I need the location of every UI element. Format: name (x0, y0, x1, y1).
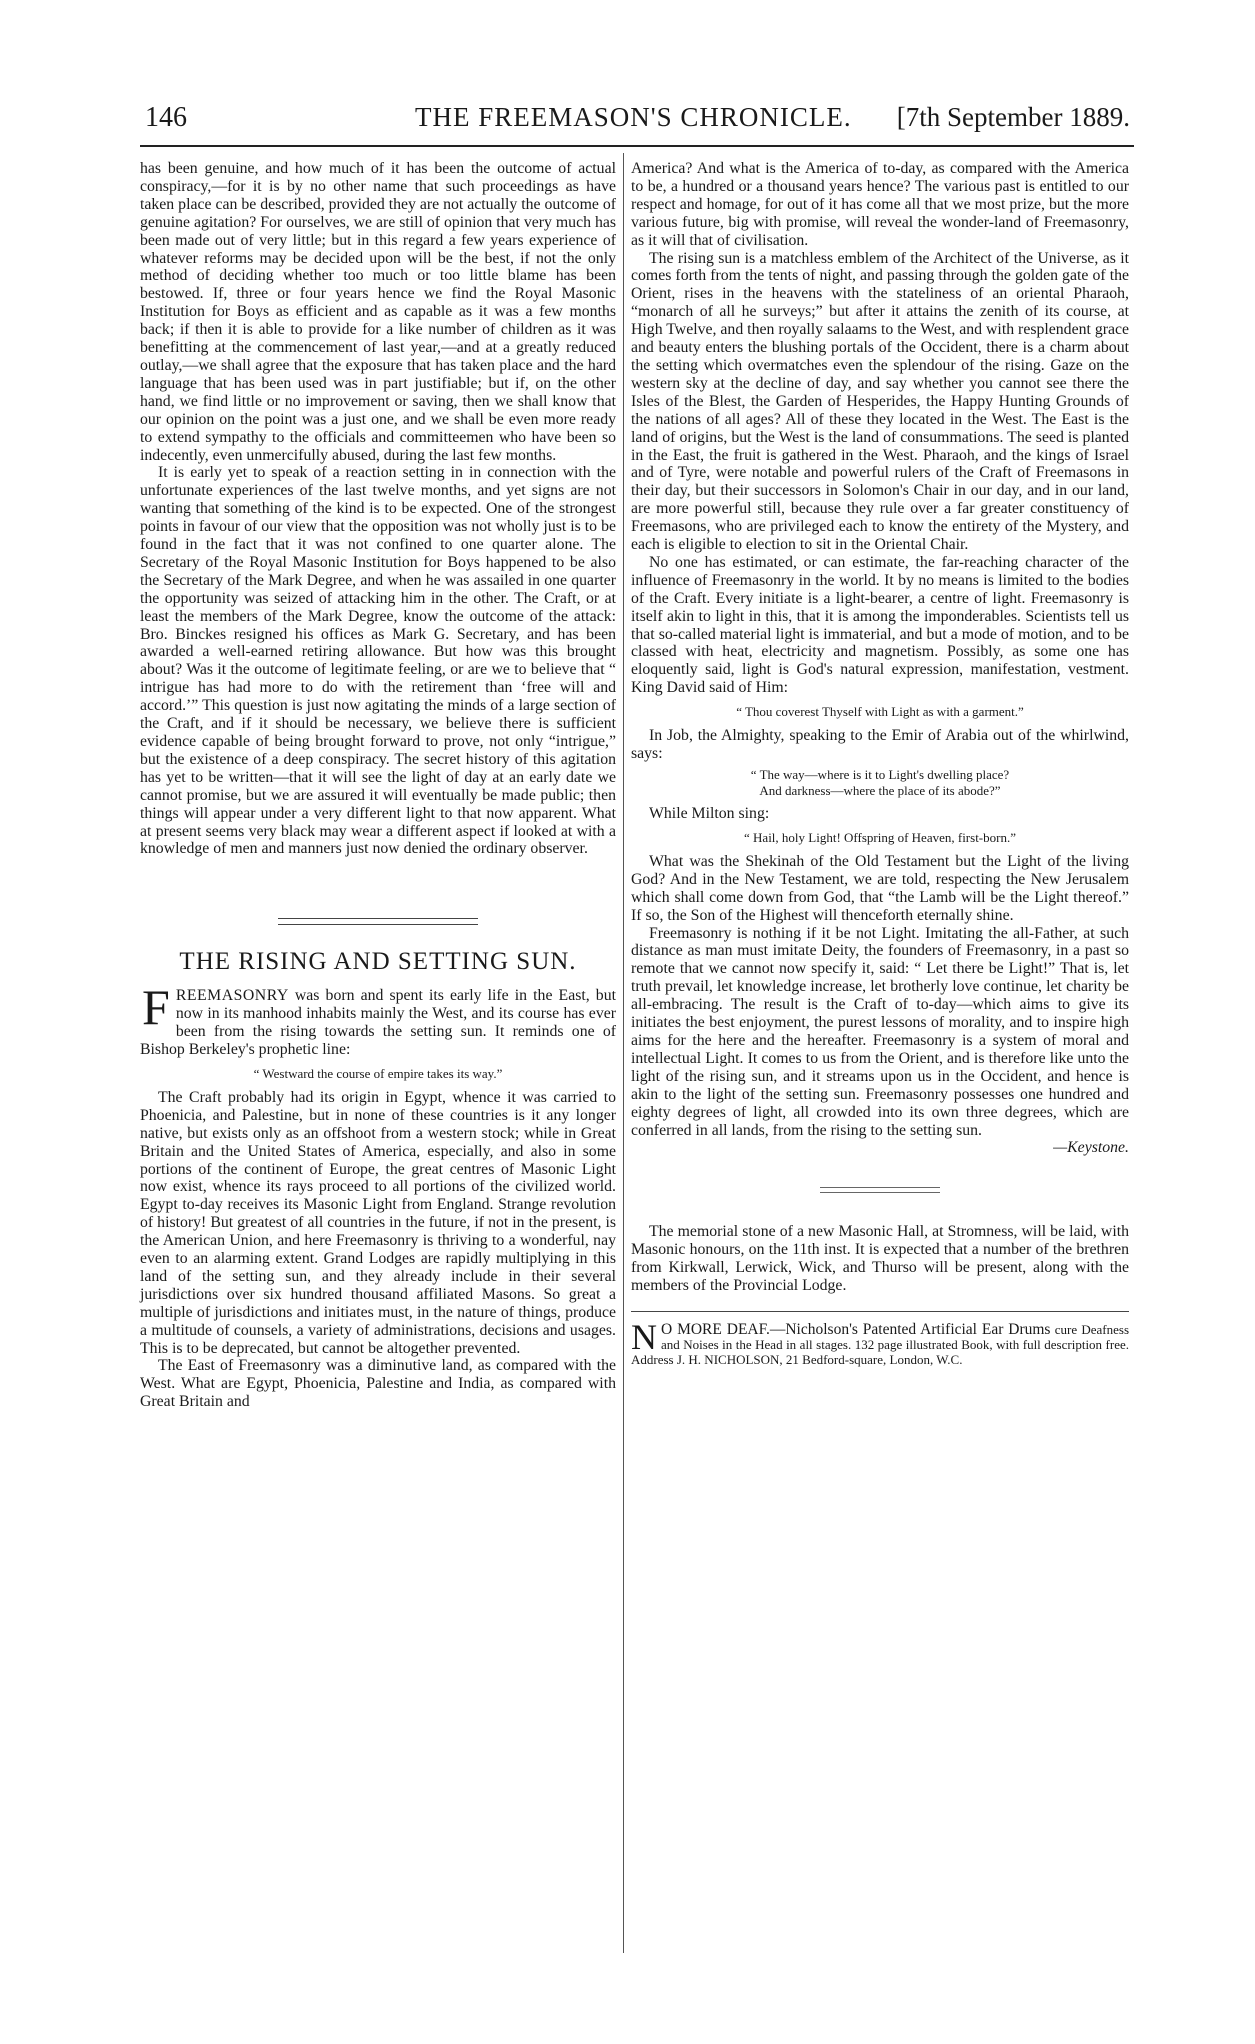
paragraph: Freemasonry is nothing if it be not Light. Imitating the all-Father, at such distance as man must imitate Deity, the founders of Freemasonry, in a past so remote that we cannot now specify it, said: “ Let there be Light!” That is, let truth prevail, let knowledge increase, let brotherly love continue, let charity be all-embracing. The result is the Craft of to-day—which aims to give its initiates the best enjoyment, the purest lessons of morality, and to inspire high aims for the here and the hereafter. Freemasonry is a system of moral and intellectual Light. It comes to us from the Orient, and is therefore like unto the light of the rising sun, and it streams upon us in the Occident, and hence is akin to the light of the setting sun. Freemasonry possesses one hundred and eighty degrees of light, all crowded into its own three degrees, which are conferred in all lands, from the rising to the setting sun. (631, 924, 1129, 1139)
paragraph: In Job, the Almighty, speaking to the Emir of Arabia out of the whirlwind, says: (631, 727, 1129, 763)
left-column (140, 160, 616, 1411)
paragraph: The Craft probably had its origin in Egypt, whence it was carried to Phoenicia, and Palestine, but in none of these countries is it any longer native, but exists only as an offshoot from a western stock; while in Great Britain and the United States of America, especially, and also in some portions of the continent of Europe, the great centres of Masonic Light now exist, whence its rays proceed to all portions of the civilized world. Egypt to-day receives its Masonic Light from England. Strange revolution of history! But greatest of all countries in the future, if not in the present, is the American Union, and here Freemasonry is thriving to a wonderful, nay even to an alarming extent. Grand Lodges are rapidly multiplying in this land of the setting sun, and they already include in their several jurisdictions over six hundred thousand affiliated Masons. So great a multiple of jurisdictions and initiates must, in the nature of things, produce a multitude of counsels, a variety of administrations, decisions and usages. This is to be deprecated, but cannot be altogether prevented. (140, 1088, 616, 1357)
paragraph: has been genuine, and how much of it has been the outcome of actual conspiracy,—for it is by no other name that such proceedings as have taken place can be described, provided they are not actually the outcome of genuine agitation? For ourselves, we are still of opinion that very much has been made out of very little; but in this regard a few years experience of whatever reforms may be decided upon will be the best, if not the only method of deciding whether too much or too little blame has been bestowed. If, three or four years hence we find the Royal Masonic Institution for Boys as efficient and as capable as it was a few months back; if then it is able to provide for a like number of children as it was benefitting at the commencement of last year,—and at a greatly reduced outlay,—we shall agree that the exposure that has taken place and the hard language that has been used was in part justifiable; but if, on the other hand, we find little or no improvement or saving, then we shall know that our opinion on the point was a just one, and we shall be even more ready to extend sympathy to the officials and committeemen who have been so indecently, even unmercifully abused, during the last few months. (140, 160, 616, 464)
advert-text: cure Deafness and Noises in the Head in all stages. 132 page illustrated Book, with full description free. Address J. H. NICHOLSON, 21 Bedford-square, London, W.C. (631, 1321, 1130, 1367)
section-divider (820, 1187, 940, 1193)
article-signature: —Keystone. (1053, 1139, 1129, 1157)
paragraph: It is early yet to speak of a reaction setting in in connection with the unfortunate experiences of the last twelve months, and yet signs are not wanting that something of the kind is to be expected. One of the strongest points in favour of our view that the opposition was not wholly just is to be found in the fact that it was not confined to one quarter alone. The Secretary of the Royal Masonic Institution for Boys happened to be also the Secretary of the Mark Degree, and when he was assailed in one quarter the opportunity was seized of attacking him in the other. The Craft, or at least the members of the Mark Degree, know the outcome of the attack: Bro. Binckes resigned his offices as Mark G. Secretary, and has been awarded a well-earned retiring allowance. But how was this brought about? Was it the outcome of legitimate feeling, or are we to believe that “ intrigue has had more to do with the retirement than ‘free will and accord.’” This question is just now agitating the minds of a large section of the Craft, and if it should be necessary, we believe there is sufficient evidence capable of being brought forward to prove, not only “intrigue,” but the existence of a deep conspiracy. The secret history of this agitation has yet to be written—that it will see the light of day at an early date we cannot promise, but we are assured it will eventually be made public; then things will appear under a very different light to that now apparent. What at present seems very black may wear a different aspect if looked at with a knowledge of men and manners just now denied the ordinary observer. (140, 464, 616, 858)
paragraph: No one has estimated, or can estimate, the far-reaching character of the influence of Freemasonry in the world. It by no means is limited to the bodies of the Craft. Every initiate is a light-bearer, a centre of light. Freemasonry is itself akin to light in this, that it is among the imponderables. Scientists tell us that so-called material light is immaterial, and but a mode of motion, and to be classed with heat, electricity and magnetism. Possibly, as some one has eloquently said, light is God's natural expression, manifestation, vestment. King David said of Him: (631, 553, 1129, 697)
advertisement (631, 1316, 1130, 1367)
quotation (631, 767, 1129, 799)
paragraph: The rising sun is a matchless emblem of the Architect of the Universe, as it comes forth from the tents of night, and passing through the golden gate of the Orient, rises in the heavens with the stateliness of an oriental Pharaoh, “monarch of all he surveys;” but after it attains the zenith of its course, at High Twelve, and then royally salaams to the West, and with resplendent grace and beauty enters the blushing portals of the Occident, there is a charm about the setting which overmatches even the splendour of the rising. Gaze on the western sky at the decline of day, and say whether you cannot see there the Isles of the Blest, the Garden of Hesperides, the Happy Hunting Grounds of the nations of all ages? All of these they located in the West. The East is the land of origins, but the West is the land of consummations. The seed is planted in the East, the fruit is gathered in the West. Pharaoh, and the kings of Israel and of Tyre, were notable and powerful rulers of the Craft of Freemasons in their day, but their successors in Solomon's Chair in our day, and in our land, are more powerful still, because they rule over a far greater constituency of Freemasons, who are privileged each to know the entirety of the Mystery, and each is eligible to election to sit in the Oriental Chair. (631, 249, 1130, 554)
paragraph: While Milton sing: (649, 805, 770, 822)
section-divider (278, 918, 478, 925)
drop-cap: F (142, 979, 170, 1036)
lead-word: REEMASONRY (175, 987, 289, 1005)
article-lead-paragraph (140, 979, 616, 1059)
issue-date: [7th September 1889. (896, 102, 1130, 132)
paragraph: The East of Freemasonry was a diminutive land, as compared with the West. What are Egypt, Phoenicia, Palestine and India, as compared with Great Britain and (140, 1357, 616, 1411)
quotation: “ Thou coverest Thyself with Light as with a garment.” (736, 704, 1024, 720)
lead-text: was born and spent its early life in the East, but now in its manhood inhabits mainly the West, and its course has ever been from the rising towards the setting sun. It reminds one of Bishop Berkeley's prophetic line: (140, 987, 616, 1058)
paragraph: The memorial stone of a new Masonic Hall, at Stromness, will be laid, with Masonic honours, on the 11th inst. It is expected that a number of the brethren from Kirkwall, Lerwick, Wick, and Thurso will be present, along with the members of the Provincial Lodge. (631, 1223, 1129, 1295)
page-header (145, 98, 1130, 140)
header-rule (140, 145, 1134, 147)
drop-cap: N (631, 1316, 657, 1357)
quotation-line: And darkness—where the place of its abode?” (759, 783, 1001, 798)
article-title: THE RISING AND SETTING SUN. (179, 948, 577, 976)
advert-heading: O MORE DEAF.—Nicholson's Patented Artificial Ear Drums (661, 1320, 1051, 1338)
paragraph: America? And what is the America of to-day, as compared with the America to be, a hundred or a thousand years hence? The various past is entitled to our respect and homage, for out of it has come all that we most prize, but the more various future, big with promise, will reveal the wonder-land of Freemasonry, as it will that of civilisation. (631, 160, 1129, 249)
quotation: “ Westward the course of empire takes its way.” (253, 1065, 503, 1081)
column-divider (623, 153, 624, 1953)
paragraph: What was the Shekinah of the Old Testament but the Light of the living God? And in the New Testament, we are told, respecting the New Jerusalem which shall come down from God, that “the Lamb will be the Light thereof.” If so, the Son of the Highest will thenceforth eternally shine. (631, 852, 1129, 924)
quotation: “ Hail, holy Light! Offspring of Heaven, first-born.” (744, 829, 1016, 845)
advert-rule (631, 1311, 1129, 1312)
right-column (631, 160, 1129, 1367)
quotation-line: “ The way—where is it to Light's dwelling place? (750, 767, 1010, 782)
publication-title: THE FREEMASON'S CHRONICLE. (415, 102, 852, 132)
page-number: 146 (145, 102, 187, 133)
